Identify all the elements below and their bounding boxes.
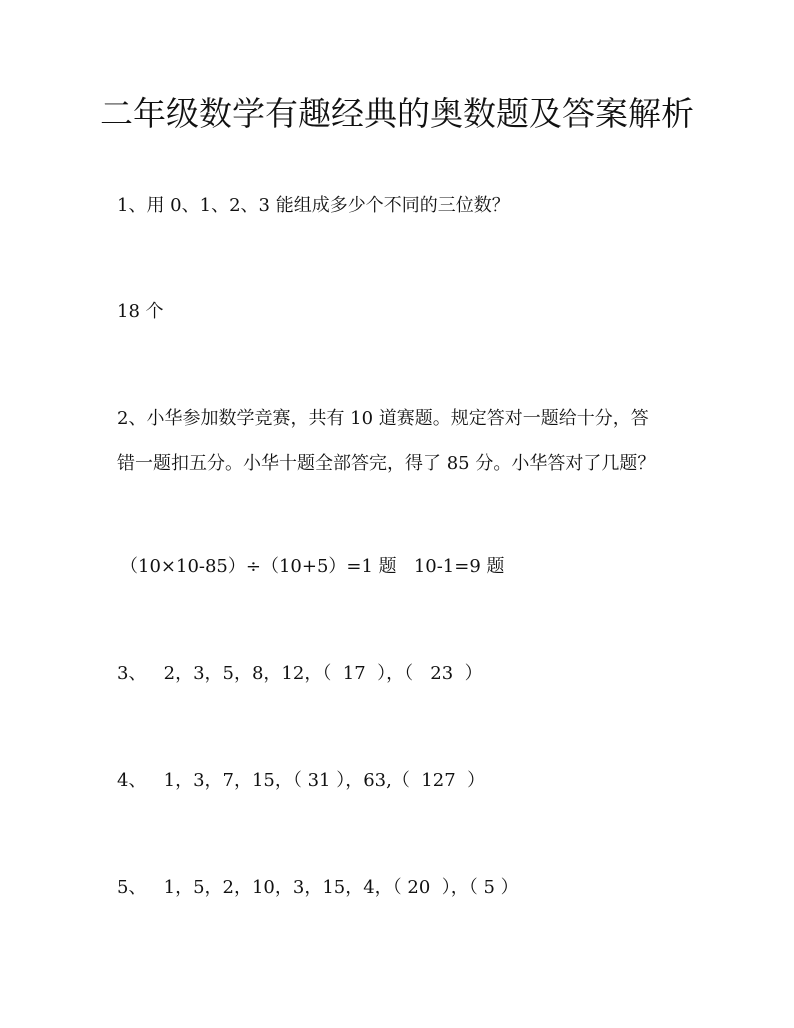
answer-2: （10×10-85）÷（10+5）=1 题 10-1=9 题 — [120, 556, 505, 577]
question-5: 5、 1，5，2，10，3，15，4，（ 20 ），（ 5 ） — [117, 877, 519, 898]
question-3: 3、 2，3，5，8，12，（ 17 ），（ 23 ） — [117, 663, 483, 684]
document-title: 二年级数学有趣经典的奥数题及答案解析 — [100, 94, 694, 133]
question-2-line-2: 错一题扣五分。小华十题全部答完，得了 85 分。小华答对了几题？ — [117, 453, 656, 474]
answer-1: 18 个 — [117, 301, 164, 322]
question-4: 4、 1，3，7，15，（ 31 ），63,（ 127 ） — [117, 770, 486, 791]
question-2-line-1: 2、小华参加数学竞赛，共有 10 道赛题。规定答对一题给十分，答 — [117, 408, 649, 429]
question-1: 1、用 0、1、2、3 能组成多少个不同的三位数？ — [117, 195, 510, 216]
